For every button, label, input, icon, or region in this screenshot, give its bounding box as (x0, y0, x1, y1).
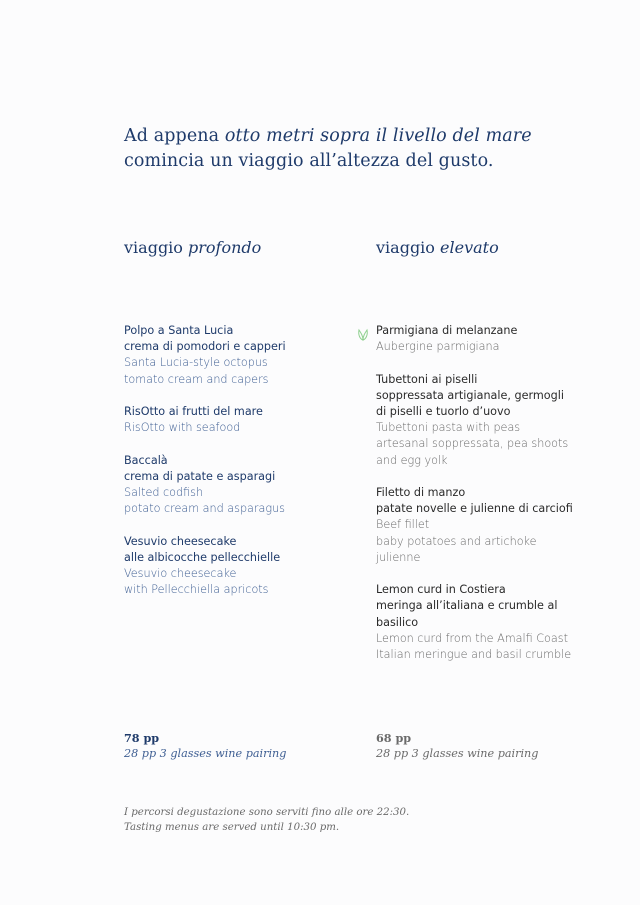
dish-en-line: Santa Lucia-style octopus (124, 356, 268, 370)
note-en: Tasting menus are served until 10:30 pm. (124, 821, 340, 833)
wine-pairing: 28 pp 3 glasses wine pairing (376, 747, 539, 760)
dish-item (124, 404, 324, 436)
menu-title-prefix: viaggio (124, 238, 189, 257)
intro-line2: comincia un viaggio all’altezza del gusto. (124, 151, 494, 171)
dish-it-line: Filetto di manzo (376, 486, 466, 499)
intro-line1-em: otto metri sopra il livello del mare (224, 126, 532, 146)
dish-item (376, 485, 576, 566)
dish-en-line: RisOtto with seafood (124, 421, 241, 435)
price-amount: 78 pp (124, 731, 160, 745)
price-elevato (376, 730, 538, 762)
menu-title-em: profondo (188, 238, 262, 257)
price-profondo (124, 730, 286, 762)
price-amount: 68 pp (376, 731, 412, 745)
dish-en-line: Lemon curd from the Amalfi Coast (376, 631, 568, 645)
dish-en-line: artesanal soppressata, pea shoots and egg yolk (376, 437, 569, 467)
intro-line1-start: Ad appena (124, 126, 225, 146)
note-it: I percorsi degustazione sono serviti fino alle ore 22:30. (124, 807, 410, 818)
intro-text (124, 124, 584, 174)
dish-it-line: RisOtto ai frutti del mare (124, 405, 263, 418)
leaf-icon (356, 328, 370, 342)
dish-en-line: Tubettoni pasta with peas (376, 421, 521, 435)
dish-it-line: alle albicocche pellecchielle (124, 550, 281, 564)
dish-it-line: Baccalà (124, 453, 168, 467)
dish-en-line: baby potatoes and artichoke julienne (376, 534, 537, 564)
dish-it-line: patate novelle e julienne di carciofi (376, 502, 573, 516)
dish-en-line: Aubergine parmigiana (376, 340, 500, 354)
dish-en-line: Vesuvio cheesecake (124, 567, 237, 580)
dish-en-line: with Pellecchiella apricots (124, 583, 269, 597)
dish-en-line: potato cream and asparagus (124, 502, 286, 516)
dish-item (376, 582, 576, 663)
menu-title-profondo (124, 238, 261, 257)
dish-item (124, 323, 324, 388)
dish-item (124, 453, 324, 518)
dish-item (376, 323, 576, 355)
service-hours-note (124, 806, 544, 835)
menu-elevato-list (376, 323, 576, 679)
dish-it-line: Vesuvio cheesecake (124, 534, 237, 548)
dish-it-line: crema di pomodori e capperi (124, 340, 286, 354)
wine-pairing: 28 pp 3 glasses wine pairing (124, 747, 287, 760)
menu-title-em: elevato (440, 238, 499, 257)
dish-item (376, 372, 576, 469)
dish-item (124, 534, 324, 599)
menu-title-elevato (376, 238, 499, 257)
dish-en-line: Italian meringue and basil crumble (376, 648, 572, 662)
dish-it-line: meringa all’italiana e crumble al basilico (376, 599, 558, 629)
dish-it-line: Parmigiana di melanzane (376, 324, 518, 337)
menu-title-prefix: viaggio (376, 238, 441, 257)
dish-it-line: Tubettoni ai piselli (376, 372, 478, 386)
dish-en-line: Beef fillet (376, 518, 430, 532)
dish-en-line: tomato cream and capers (124, 372, 269, 386)
dish-it-line: Polpo a Santa Lucia (124, 324, 234, 337)
dish-it-line: crema di patate e asparagi (124, 469, 276, 483)
dish-it-line: soppressata artigianale, germogli di piselli e tuorlo d’uovo (376, 388, 564, 418)
menu-profondo-list (124, 323, 324, 615)
dish-en-line: Salted codfish (124, 486, 204, 499)
dish-it-line: Lemon curd in Costiera (376, 583, 506, 597)
